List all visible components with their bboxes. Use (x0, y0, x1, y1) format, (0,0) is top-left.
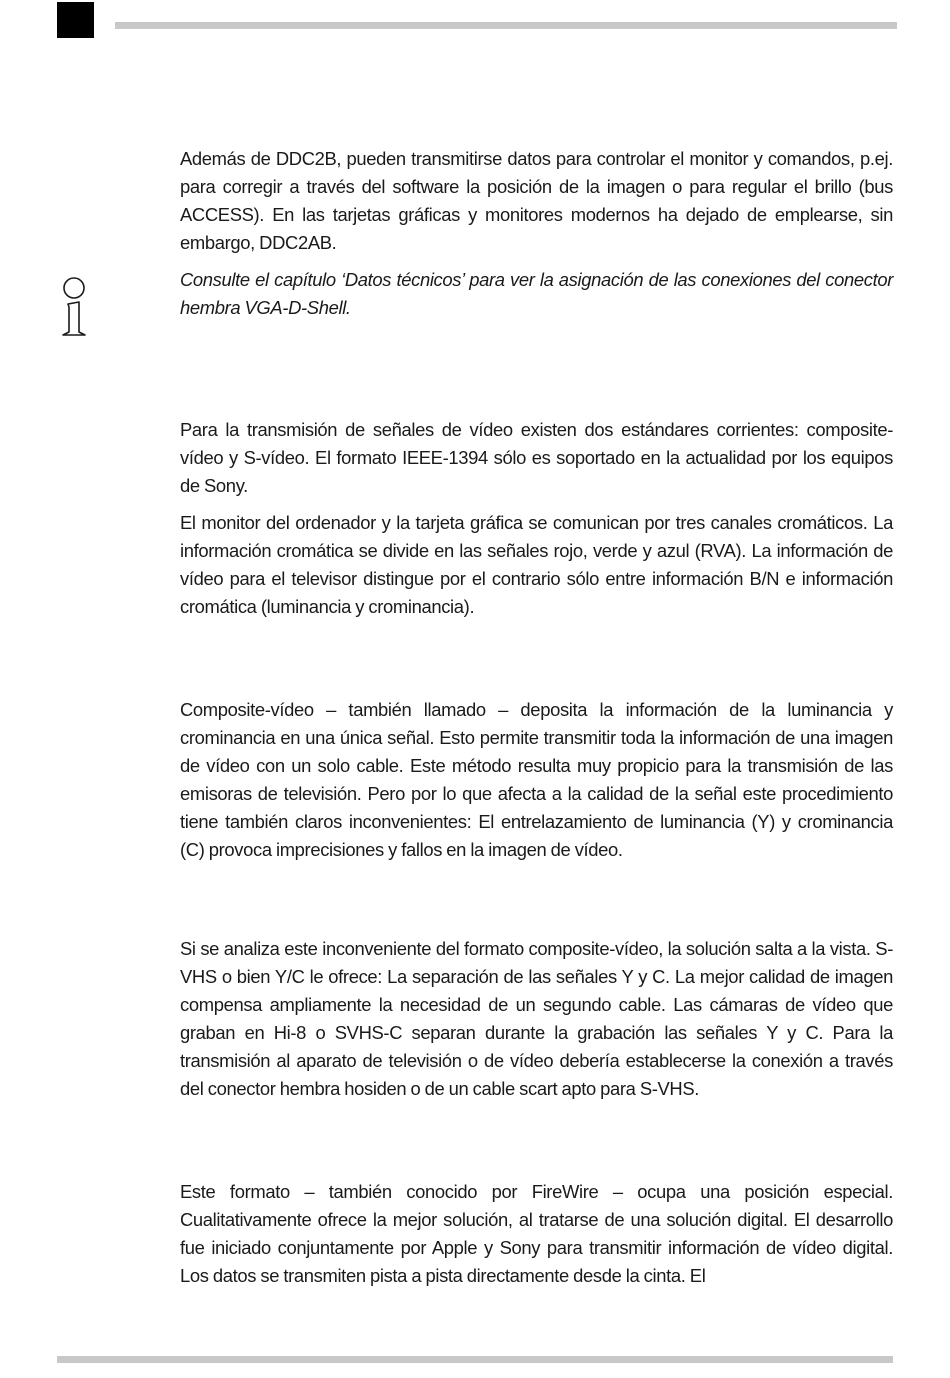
info-icon (60, 276, 94, 338)
paragraph-color-channels: El monitor del ordenador y la tarjeta gráfica se comunican por tres canales cromáticos. La información cromática se divide en las señales rojo, verde y azul (RVA). La información de vídeo para el televisor distingue por el contrario sólo entre información B/N e información cromática (luminancia y crominancia). (180, 512, 893, 617)
paragraph-composite-video: Composite-vídeo – también llamado – deposita la información de la luminancia y crominancia en una única señal. Esto permite transmitir toda la información de una imagen de vídeo con un solo cable. Este método resulta muy propicio para la transmisión de las emisoras de televisión. Pero por lo que afecta a la calidad de la señal este procedimiento tiene también claros inconvenientes: El entrelazamiento de luminancia (Y) y crominancia (C) provoca imprecisiones y fallos en la imagen de vídeo. (180, 699, 893, 860)
paragraph-s-video: Si se analiza este inconveniente del formato composite-vídeo, la solución salta a la vista. S-VHS o bien Y/C le ofrece: La separación de las señales Y y C. La mejor calidad de imagen compensa ampliamente la necesidad de un segundo cable. Las cámaras de vídeo que graban en Hi-8 o SVHS-C separan durante la grabación las señales Y y C. Para la transmisión al aparato de televisión o de vídeo debería establecerse la conexión a través del conector hembra hosiden o de un cable scart apto para S-VHS. (180, 938, 893, 1099)
footer-rule (57, 1356, 893, 1363)
paragraph-ddc2ab: Además de DDC2B, pueden transmitirse datos para controlar el monitor y comandos, p.ej. para corregir a través del software la posición de la imagen o para regular el brillo (bus ACCESS). En las tarjetas gráficas y monitores modernos ha dejado de emplearse, sin embargo, DDC2AB. (180, 148, 893, 253)
note-technical-data: Consulte el capítulo ‘Datos técnicos’ para ver la asignación de las conexiones del conector hembra VGA-D-Shell. (180, 269, 893, 318)
paragraph-ieee-1394: Este formato – también conocido por FireWire – ocupa una posición especial. Cualitativamente ofrece la mejor solución, al tratarse de una solución digital. El desarrollo fue iniciado conjuntamente por Apple y Sony para transmitir información de vídeo digital. Los datos se transmiten pista a pista directamente desde la cinta. El (180, 1181, 893, 1286)
paragraph-video-standards: Para la transmisión de señales de vídeo existen dos estándares corrientes: composite-vídeo y S-vídeo. El formato IEEE-1394 sólo es soportado en la actualidad por los equipos de Sony. (180, 419, 893, 496)
page-corner-block (57, 2, 94, 38)
header-rule (115, 22, 897, 29)
